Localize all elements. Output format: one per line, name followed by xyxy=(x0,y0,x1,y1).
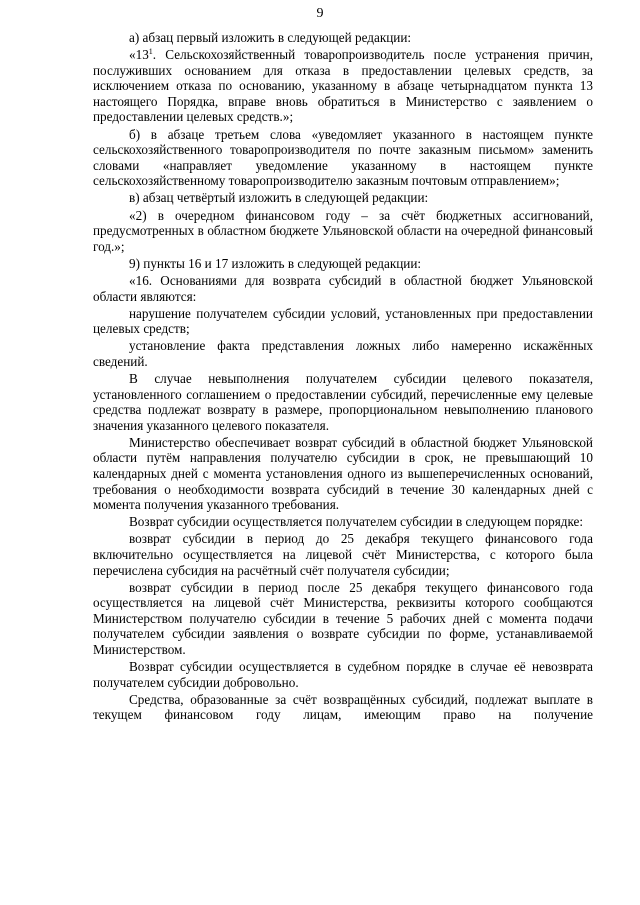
paragraph-16: «16. Основаниями для возврата субсидий в областной бюджет Ульяновской области являются: xyxy=(93,272,593,304)
paragraph-before-25-dec: возврат субсидии в период до 25 декабря текущего финансового года включительно осуществляется на лицевой счёт Министерства, с которого была перечислена субсидия на расчётный счёт получателя субсидии; xyxy=(93,531,593,578)
paragraph-return-order: Возврат субсидии осуществляется получателем субсидии в следующем порядке: xyxy=(129,514,584,530)
paragraph-item-2: «2) в очередном финансовом году – за счёт бюджетных ассигнований, предусмотренных в областном бюджете Ульяновской области на очередной финансовый год.»; xyxy=(93,207,593,254)
paragraph-9: 9) пункты 16 и 17 изложить в следующей редакции: xyxy=(129,255,422,271)
paragraph-returned-funds: Средства, образованные за счёт возвращённых субсидий, подлежат выплате в текущем финансовом году лицам, имеющим право на получение xyxy=(93,691,593,723)
paragraph-court: Возврат субсидии осуществляется в судебном порядке в случае её невозврата получателем субсидии добровольно. xyxy=(93,659,593,690)
page-number: 9 xyxy=(316,6,324,21)
paragraph-a: а) абзац первый изложить в следующей редакции: xyxy=(129,30,412,45)
document-body xyxy=(93,30,593,725)
paragraph-b: б) в абзаце третьем слова «уведомляет указанного в настоящем пункте сельскохозяйственного товаропроизводителя по почте заказным письмом» заменить словами «направляет уведомление указанному в настоящем пункте сельскохозяйственному товаропроизводителю заказным почтовым отправлением»; xyxy=(93,126,593,189)
paragraph-v: в) абзац четвёртый изложить в следующей редакции: xyxy=(129,190,429,206)
paragraph-target-indicator: В случае невыполнения получателем субсидии целевого показателя, установленного соглашением о предоставлении субсидий, перечисленные ему целевые средства подлежат возврату в размере, пропорциональном невыполнению планового значения указанного целевого показателя. xyxy=(93,370,593,433)
paragraph-13-1: «$13^1$. Сельскохозяйственный товаропроизводитель после устранения причин, послуживших основанием для отказа в предоставлении целевых средств, за исключением отказа по основанию, указанному в абзаце четырнадцатом пункта 13 настоящего Порядка, вправе вновь обратиться в Министерство с заявлением о предоставлении целевых средств.»; xyxy=(93,47,593,125)
paragraph-after-25-dec: возврат субсидии в период после 25 декабря текущего финансового года осуществляется на лицевой счёт Министерства, реквизиты которого сообщаются Министерством получателю субсидии в течение 5 рабочих дней с момента подачи получателем субсидии заявления о возврате субсидии по форме, устанавливаемой Министерством. xyxy=(93,579,593,658)
paragraph-violation: нарушение получателем субсидии условий, установленных при предоставлении целевых средств; xyxy=(93,305,593,337)
paragraph-false-info: установление факта представления ложных либо намеренно искажённых сведений. xyxy=(93,338,593,369)
paragraph-ministry-return: Министерство обеспечивает возврат субсидий в областной бюджет Ульяновской области путём направления получателю субсидии в срок, не превышающий 10 календарных дней с момента установления одного из вышеперечисленных оснований, требования о необходимости возврата субсидий в течение 30 календарных дней с момента получения указанного требования. xyxy=(93,434,593,513)
